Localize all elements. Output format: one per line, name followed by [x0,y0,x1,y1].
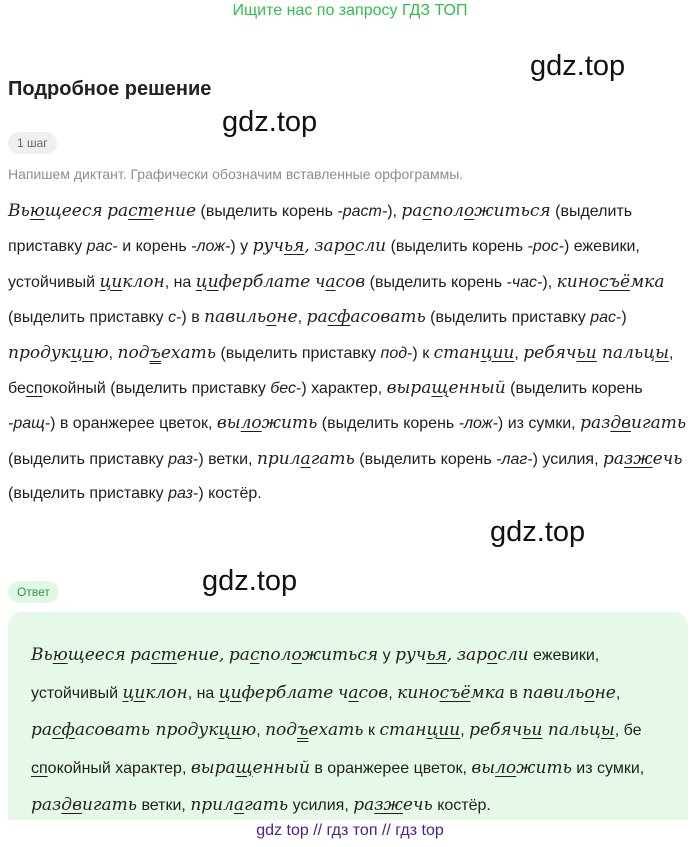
answer-word: заросли [456,645,529,665]
dictation-word: циклон [99,271,165,292]
answer-word: ребячьи пальцы [469,720,615,740]
answer-word: павильоне [522,682,616,703]
dictation-word: заросли [314,236,387,257]
dictation-word: павильоне [204,307,298,328]
answer-word: циферблате [218,682,334,703]
promo-banner[interactable]: Ищите нас по запросу ГДЗ ТОП [232,2,468,19]
dictation-word: станции [433,342,515,363]
dictation-word: ребячьи пальцы [523,342,669,363]
dictation-word: подъехать [117,342,217,363]
dictation-word: выращенный [386,378,506,399]
answer-word: подъехать [265,720,364,740]
dictation-word: киносъёмка [556,271,665,292]
dictation-word: расфасовать [306,307,426,328]
answer-word: растение, [130,645,225,665]
answer-word: прилагать [190,795,289,815]
dictation-word: ручья, [252,236,310,257]
dictation-word: раздвигать [580,413,687,434]
dictation-word: растение [107,201,197,221]
answer-word: станции [379,720,461,740]
answer-word: циклон [122,682,188,703]
dictation-word: Вьющееся [8,201,103,221]
answer-word: киносъёмка [397,682,505,703]
answer-word: выращенный [190,757,310,778]
step-badge: 1 шаг [8,132,57,154]
page-title: Подробное решение [8,78,212,100]
answer-word: часов [337,682,389,703]
footer-links[interactable]: gdz top // гдз топ // гдз top [256,822,444,839]
dictation-word: продукцию [8,342,109,363]
answer-word: раздвигать [31,795,138,815]
answer-badge: Ответ [8,581,59,603]
answer-word: выложить [471,757,572,778]
dictation-word: циферблате [195,271,311,292]
watermark: gdz.top [222,106,318,138]
answer-word: расположиться [228,645,379,665]
dictation-word: прилагать [256,448,355,469]
answer-word: ручья, [395,645,453,665]
dictation-text: Вьющееся растение (выделить корень -раст-), расположиться (выделить приставку рас- и корень -лож-) у ручья, заросли (выделить корень -рос-) ежевики, устойчивый циклон, на циферблате часов (выделить корень -час-), киносъёмка (выделить приставку с-) в павильоне, расфасовать (выделить приставку рас-) продукцию, подъехать (выделить приставку под-) к станции, ребячьи пальцы, беспокойный (выделить приставку бес-) характер, выращенный (выделить корень -ращ-) в оранжерее цветок, выложить (выделить корень -лож-) из сумки, раздвигать (выделить приставку раз-) ветки, прилагать (выделить корень -лаг-) усилия, разжечь (выделить приставку раз-) костёр. [8,201,687,503]
dictation-word: расположиться [401,201,551,221]
answer-word: расфасовать продукцию [31,720,257,740]
watermark: gdz.top [202,565,298,597]
dictation-word: разжечь [602,448,683,469]
dictation-word: выложить [216,413,318,434]
answer-word: Вьющееся [31,645,126,665]
intro-text: Напишем диктант. Графически обозначим вставленные орфограммы. [8,166,464,182]
watermark: gdz.top [530,50,626,82]
answer-word: разжечь [353,795,433,815]
dictation-word: часов [314,271,366,292]
watermark: gdz.top [490,516,586,548]
answer-text: Вьющееся растение, расположиться у ручья, заросли ежевики, устойчивый циклон, на циферблате часов, киносъёмка в павильоне, расфасовать продукцию, подъехать к станции, ребячьи пальцы, бе спокойный характер, выращенный в оранжерее цветок, выложить из сумки, раздвигать ветки, прилагать усилия, разжечь костёр. [31,645,645,815]
